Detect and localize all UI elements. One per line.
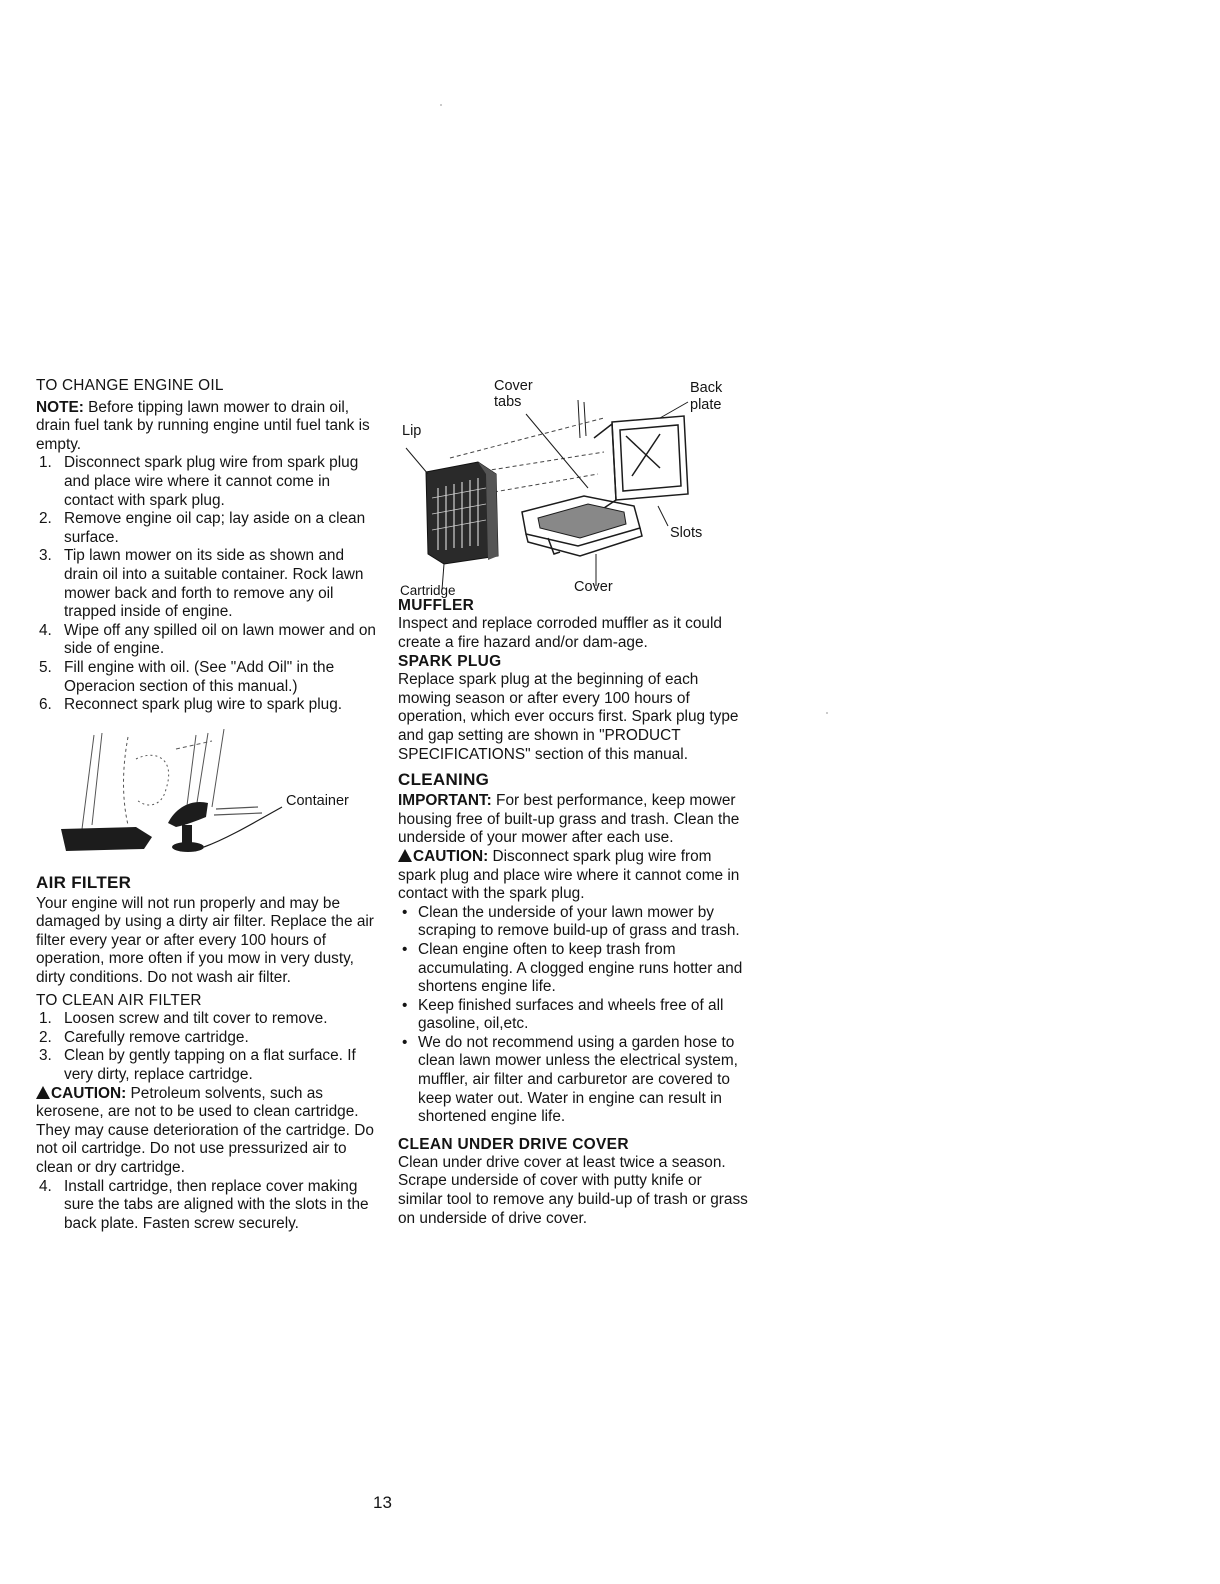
list-item (36, 1010, 382, 1029)
step-number: 3. (39, 547, 52, 565)
scan-speck (440, 104, 442, 106)
cleaning-caution (398, 848, 748, 904)
cover-tabs-label-line2: tabs (494, 394, 522, 410)
container-label: Container (286, 792, 349, 809)
cover-tabs-label (494, 378, 533, 410)
left-column (36, 377, 382, 1233)
caution-text: Disconnect spark plug wire from spark plug and place wire where it cannot come in contact with the spark plug. (398, 847, 740, 903)
important-note (398, 792, 748, 848)
list-item (36, 696, 382, 715)
list-item (36, 454, 382, 510)
slots-label: Slots (670, 525, 703, 541)
list-item: • We do not recommend using a garden hose to clean lawn mower unless the electrical system, muffler, air filter and carburetor are covered to keep water out. Water in engine can result in shortened engine life. (398, 1034, 748, 1127)
air-caution-label: CAUTION: (51, 1084, 127, 1102)
step-text: Carefully remove cartridge. (64, 1028, 249, 1046)
warning-icon (398, 849, 412, 862)
step-text: Remove engine oil cap; lay aside on a clean surface. (64, 510, 366, 546)
air-filter-paragraph: Your engine will not run properly and may be damaged by using a dirty air filter. Replace the air filter every year or after every 100 hours of operation, more often if you mow in very dusty, dirty conditions. Do not wash air filter. (36, 894, 374, 987)
oil-note-text: Before tipping lawn mower to drain oil, drain fuel tank by running engine until fuel tank is empty. (36, 398, 370, 453)
clean-air-filter-heading: TO CLEAN AIR FILTER (36, 991, 202, 1009)
back-plate-label-line1: Back (690, 380, 723, 396)
scan-speck (826, 712, 828, 714)
list-item: • Clean engine often to keep trash from accumulating. A clogged engine runs hotter and shortens engine life. (398, 941, 748, 997)
cartridge-label: Cartridge (400, 583, 456, 598)
right-column (398, 378, 748, 1228)
back-plate-label-line2: plate (690, 397, 722, 413)
important-label: IMPORTANT: (398, 792, 492, 810)
list-item (36, 1029, 382, 1048)
step-text: Install cartridge, then replace cover making sure the tabs are aligned with the slots in the back plate. Fasten screw securely. (64, 1177, 369, 1232)
list-item (36, 510, 382, 547)
step-number: 3. (39, 1047, 52, 1065)
step-number: 4. (39, 621, 52, 639)
step-text: Clean by gently tapping on a flat surface. If very dirty, replace cartridge. (64, 1047, 356, 1084)
step-text: Reconnect spark plug wire to spark plug. (64, 696, 343, 714)
spark-plug-heading: SPARK PLUG (398, 653, 502, 671)
muffler-heading: MUFFLER (398, 597, 475, 614)
cleaning-bullets (398, 904, 748, 1127)
step-number: 4. (39, 1177, 52, 1195)
cover-tabs-label-line1: Cover (494, 378, 533, 394)
step-number: 1. (39, 1010, 52, 1028)
page-number: 13 (373, 1493, 392, 1512)
step-text: Fill engine with oil. (See "Add Oil" in the Operacion section of this manual.) (64, 658, 335, 695)
oil-drain-figure (36, 729, 382, 861)
step-number: 5. (39, 658, 52, 676)
caution-label: CAUTION: (413, 847, 489, 865)
back-plate-label (690, 380, 722, 414)
list-item: • Clean the underside of your lawn mower by scraping to remove build-up of grass and trash. (398, 904, 748, 941)
cleaning-heading: CLEANING (398, 770, 490, 790)
list-item (36, 547, 382, 621)
oil-steps-list (36, 454, 382, 714)
list-item (36, 1178, 382, 1234)
list-item (36, 622, 382, 659)
step-number: 1. (39, 454, 52, 472)
oil-note-label: NOTE: (36, 398, 84, 416)
drive-cover-paragraph: Clean under drive cover at least twice a season. Scrape underside of cover with putty knife or similar tool to remove any build-up of trash or grass on underside of drive cover. (398, 1153, 748, 1227)
spark-plug-paragraph: Replace spark plug at the beginning of each mowing season or after every 100 hours of operation, which ever occurs first. Spark plug type and gap setting are shown in "PRODUCT SPECIFICATIONS" section of this manual. (398, 671, 739, 763)
lip-label: Lip (402, 423, 422, 439)
step-text: Disconnect spark plug wire from spark plug and place wire where it cannot come in contact with spark plug. (64, 454, 359, 509)
step-number: 2. (39, 510, 52, 528)
air-filter-heading: AIR FILTER (36, 872, 132, 892)
step-number: 6. (39, 696, 52, 714)
air-caution (36, 1085, 382, 1178)
step-number: 2. (39, 1028, 52, 1046)
air-filter-figure (398, 378, 748, 596)
oil-note (36, 399, 382, 455)
step-text: Tip lawn mower on its side as shown and drain oil into a suitable container. Rock lawn mower back and forth to remove any oil trapped inside of engine. (64, 547, 364, 621)
air-steps-list-cont (36, 1178, 382, 1234)
muffler-paragraph: Inspect and replace corroded muffler as it could create a fire hazard and/or dam-age. (398, 615, 722, 651)
step-text: Wipe off any spilled oil on lawn mower and on side of engine. (64, 621, 376, 658)
list-item: • Keep finished surfaces and wheels free of all gasoline, oil,etc. (398, 997, 748, 1034)
warning-icon (36, 1086, 50, 1099)
cover-label: Cover (574, 579, 613, 595)
list-item (36, 1047, 382, 1084)
oil-heading: TO CHANGE ENGINE OIL (36, 377, 224, 394)
air-steps-list (36, 1010, 382, 1084)
air-caution-text: Petroleum solvents, such as kerosene, are not to be used to clean cartridge. They may cause deterioration of the cartridge. Do not oil cartridge. Do not use pressurized air to clean or dry cartridge. (36, 1084, 374, 1176)
list-item (36, 659, 382, 696)
step-text: Loosen screw and tilt cover to remove. (64, 1010, 328, 1028)
important-text: For best performance, keep mower housing free of built-up grass and trash. Clean the underside of your mower after each use. (398, 792, 740, 847)
drive-cover-heading: CLEAN UNDER DRIVE COVER (398, 1135, 629, 1153)
